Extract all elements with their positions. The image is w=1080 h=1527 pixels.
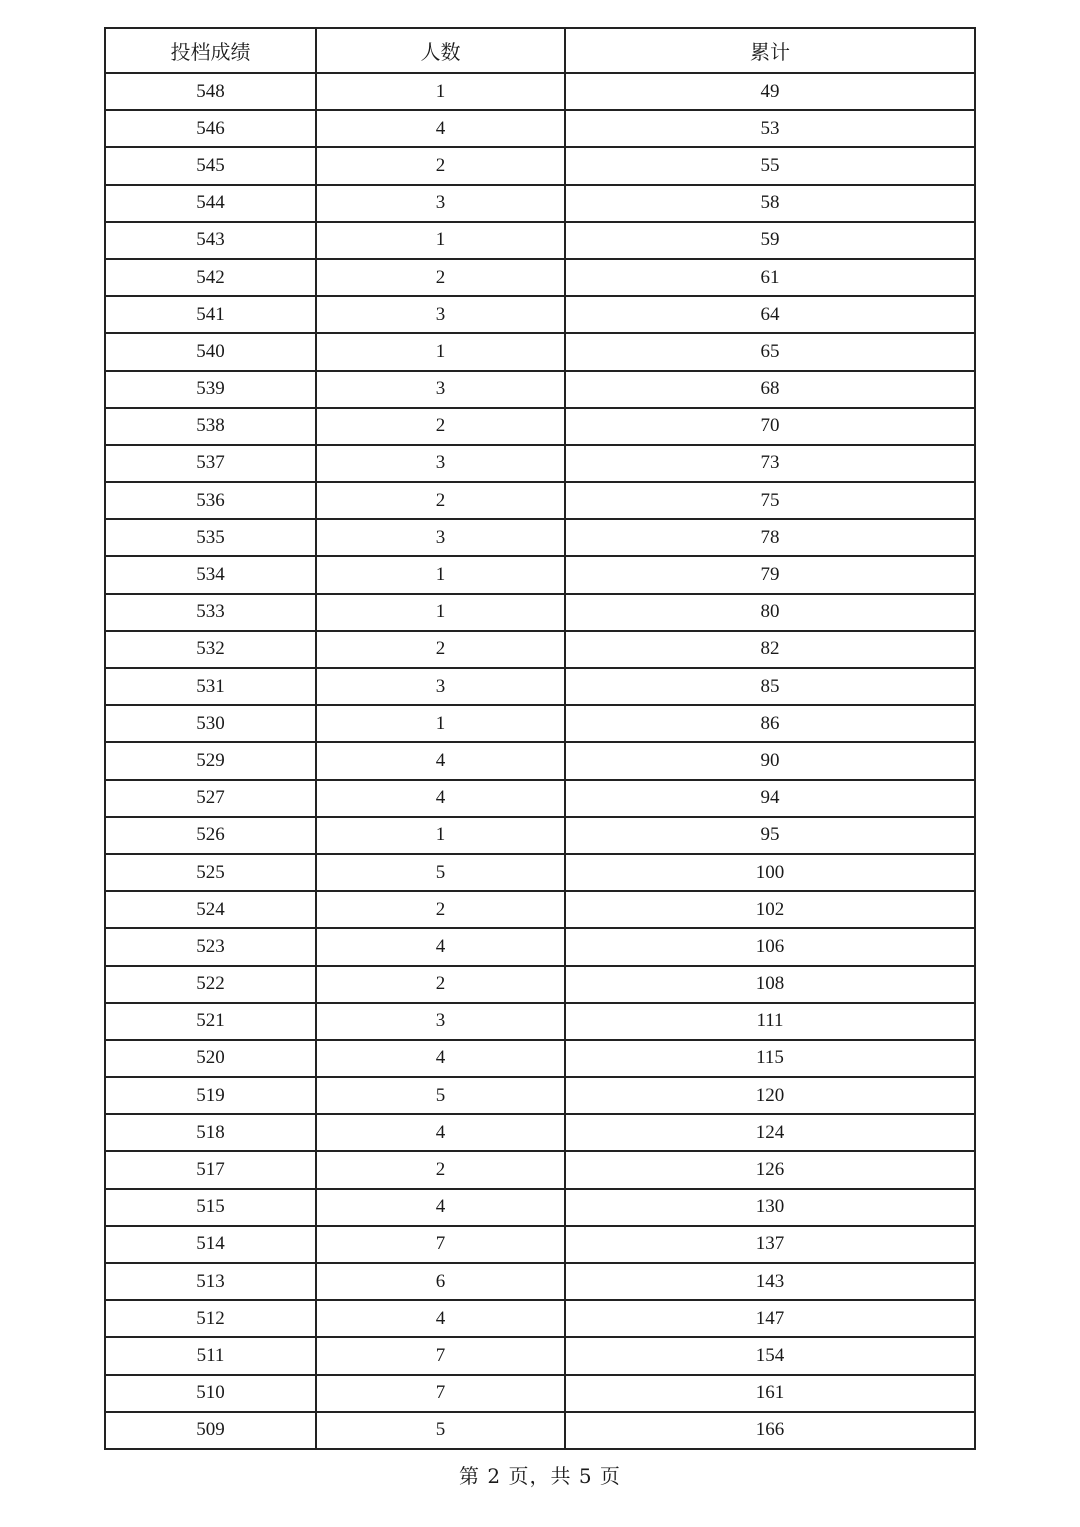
cell-score: 520 [105,1040,316,1077]
cell-score: 546 [105,110,316,147]
cell-cumulative: 82 [565,631,975,668]
cell-count: 4 [316,110,565,147]
table-row [105,147,975,184]
cell-cumulative: 147 [565,1300,975,1337]
table-row [105,1375,975,1412]
cell-cumulative: 64 [565,296,975,333]
table-row [105,445,975,482]
table-row [105,1189,975,1226]
cell-cumulative: 108 [565,966,975,1003]
cell-count: 3 [316,1003,565,1040]
cell-count: 4 [316,780,565,817]
cell-score: 541 [105,296,316,333]
cell-cumulative: 161 [565,1375,975,1412]
table-row [105,482,975,519]
table-row [105,333,975,370]
cell-count: 7 [316,1226,565,1263]
cell-count: 7 [316,1375,565,1412]
table-row [105,705,975,742]
cell-score: 538 [105,408,316,445]
table-row [105,742,975,779]
cell-cumulative: 78 [565,519,975,556]
cell-score: 526 [105,817,316,854]
cell-cumulative: 86 [565,705,975,742]
cell-score: 515 [105,1189,316,1226]
cell-score: 523 [105,928,316,965]
cell-cumulative: 126 [565,1151,975,1188]
table-row [105,222,975,259]
cell-count: 4 [316,1114,565,1151]
cell-count: 1 [316,73,565,110]
cell-cumulative: 58 [565,185,975,222]
cell-count: 3 [316,668,565,705]
cell-cumulative: 53 [565,110,975,147]
table-row [105,854,975,891]
table-row [105,1077,975,1114]
cell-score: 534 [105,556,316,593]
cell-cumulative: 61 [565,259,975,296]
cell-cumulative: 70 [565,408,975,445]
header-row [105,28,975,73]
cell-score: 548 [105,73,316,110]
cell-cumulative: 80 [565,594,975,631]
table-row [105,668,975,705]
cell-cumulative: 79 [565,556,975,593]
cell-cumulative: 100 [565,854,975,891]
cell-score: 537 [105,445,316,482]
cell-score: 522 [105,966,316,1003]
cell-count: 1 [316,594,565,631]
cell-score: 533 [105,594,316,631]
cell-count: 2 [316,147,565,184]
cell-count: 1 [316,817,565,854]
cell-cumulative: 73 [565,445,975,482]
cell-score: 521 [105,1003,316,1040]
cell-count: 4 [316,1300,565,1337]
cell-count: 5 [316,1077,565,1114]
table-row [105,73,975,110]
cell-count: 4 [316,928,565,965]
table-row [105,1226,975,1263]
cell-score: 536 [105,482,316,519]
cell-score: 519 [105,1077,316,1114]
cell-count: 7 [316,1337,565,1374]
cell-cumulative: 166 [565,1412,975,1449]
table-row [105,891,975,928]
cell-cumulative: 143 [565,1263,975,1300]
cell-cumulative: 90 [565,742,975,779]
cell-score: 530 [105,705,316,742]
cell-score: 544 [105,185,316,222]
cell-count: 1 [316,222,565,259]
cell-score: 518 [105,1114,316,1151]
table-row [105,408,975,445]
cell-score: 540 [105,333,316,370]
cell-cumulative: 95 [565,817,975,854]
cell-count: 2 [316,259,565,296]
cell-score: 539 [105,371,316,408]
cell-count: 3 [316,519,565,556]
table-row [105,1300,975,1337]
cell-score: 524 [105,891,316,928]
header-count: 人数 [316,28,565,73]
cell-cumulative: 120 [565,1077,975,1114]
table-row [105,1263,975,1300]
cell-cumulative: 115 [565,1040,975,1077]
cell-count: 4 [316,742,565,779]
table-body [105,73,975,1449]
table-row [105,631,975,668]
table-row [105,519,975,556]
cell-count: 2 [316,408,565,445]
table-row [105,966,975,1003]
cell-score: 545 [105,147,316,184]
cell-cumulative: 102 [565,891,975,928]
table-row [105,1114,975,1151]
page-number: 第 2 页，共 5 页 [459,1464,621,1488]
table-row [105,296,975,333]
cell-score: 531 [105,668,316,705]
cell-count: 3 [316,296,565,333]
cell-count: 5 [316,854,565,891]
header-cumulative: 累计 [565,28,975,73]
cell-cumulative: 130 [565,1189,975,1226]
cell-count: 2 [316,966,565,1003]
cell-score: 513 [105,1263,316,1300]
cell-count: 1 [316,556,565,593]
cell-score: 510 [105,1375,316,1412]
cell-cumulative: 154 [565,1337,975,1374]
table-row [105,594,975,631]
cell-cumulative: 75 [565,482,975,519]
cell-cumulative: 106 [565,928,975,965]
table-header [105,28,975,73]
cell-score: 525 [105,854,316,891]
cell-score: 543 [105,222,316,259]
cell-cumulative: 85 [565,668,975,705]
cell-count: 6 [316,1263,565,1300]
cell-count: 4 [316,1040,565,1077]
cell-cumulative: 94 [565,780,975,817]
cell-score: 517 [105,1151,316,1188]
cell-score: 514 [105,1226,316,1263]
cell-count: 5 [316,1412,565,1449]
cell-score: 529 [105,742,316,779]
cell-score: 509 [105,1412,316,1449]
cell-cumulative: 59 [565,222,975,259]
cell-count: 3 [316,371,565,408]
table-row [105,780,975,817]
cell-cumulative: 65 [565,333,975,370]
table-row [105,1337,975,1374]
cell-count: 2 [316,1151,565,1188]
cell-cumulative: 49 [565,73,975,110]
cell-count: 3 [316,185,565,222]
cell-score: 532 [105,631,316,668]
table-row [105,928,975,965]
cell-score: 527 [105,780,316,817]
cell-cumulative: 55 [565,147,975,184]
cell-score: 535 [105,519,316,556]
header-score: 投档成绩 [105,28,316,73]
cell-cumulative: 137 [565,1226,975,1263]
table-row [105,110,975,147]
cell-count: 1 [316,333,565,370]
cell-cumulative: 68 [565,371,975,408]
cell-count: 2 [316,891,565,928]
cell-count: 3 [316,445,565,482]
cell-count: 4 [316,1189,565,1226]
table-row [105,371,975,408]
cell-cumulative: 111 [565,1003,975,1040]
table-row [105,259,975,296]
cell-score: 512 [105,1300,316,1337]
table-row [105,1151,975,1188]
table-row [105,1003,975,1040]
score-distribution-table [104,27,976,1450]
cell-score: 511 [105,1337,316,1374]
table-row [105,1040,975,1077]
table-row [105,1412,975,1449]
cell-count: 2 [316,482,565,519]
table-row [105,556,975,593]
cell-count: 2 [316,631,565,668]
cell-score: 542 [105,259,316,296]
cell-count: 1 [316,705,565,742]
table-row [105,817,975,854]
cell-cumulative: 124 [565,1114,975,1151]
table-row [105,185,975,222]
